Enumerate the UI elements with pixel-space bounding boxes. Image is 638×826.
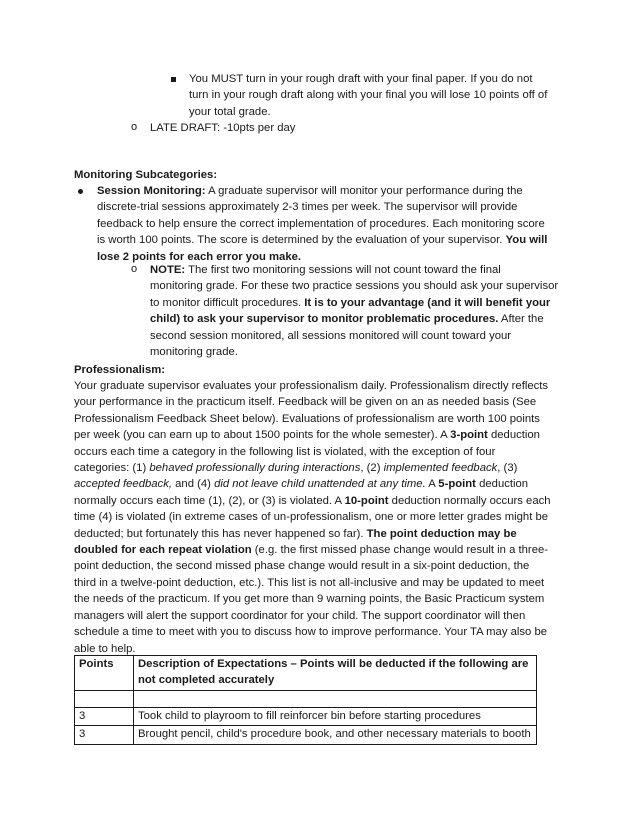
draft-must-text [189,71,569,120]
prof-italic: did not leave child unattended at any time. [214,478,426,491]
note-text: monitoring grade. For these two practice sessions you should ask your supervisor [150,280,559,293]
prof-italic: implemented feedback [383,462,498,475]
note-paragraph [150,262,570,360]
prof-line: third in a twelve-point deduction, etc.). This list is not all-inclusive and may be updated to meet [74,576,545,589]
note-text: After the [498,313,544,326]
table-row [75,726,537,745]
note-label: NOTE: [150,264,186,276]
table-row [75,690,537,707]
row-desc: Took child to playroom to fill reinforcer bin before starting procedures [134,707,537,726]
header-points-cell [75,656,134,691]
prof-emphasis: 5-point [438,478,476,491]
prof-italic: behaved professionally during interactions [149,462,361,475]
prof-line: point deduction, the second missed phase change would result in a six-point deduction, the [74,560,530,573]
row-points: 3 [75,726,134,745]
round-bullet-icon [78,189,83,194]
points-table [74,655,537,745]
header-points: Points [79,658,114,670]
session-monitoring-label: Session Monitoring: [97,185,206,197]
prof-emphasis: doubled for each repeat violation [74,544,252,557]
draft-must-line: your total grade. [189,105,271,118]
prof-text: categories: (1) [74,462,150,475]
professionalism-paragraph [74,378,564,657]
hollow-circle-bullet-icon: o [131,121,138,133]
prof-line: Your graduate supervisor evaluates your professionalism daily. Professionalism directly reflects [74,380,549,392]
row-desc: Brought pencil, child's procedure book, and other necessary materials to booth [134,726,537,745]
prof-emphasis: 3-point [450,429,488,442]
note-text: second session monitored, all sessions monitored will count toward your [150,329,512,342]
note-text: monitoring grade. [150,346,238,359]
session-text: feedback to help ensure the correct implementation of procedures. Each monitoring score [97,217,545,230]
table-row [75,707,537,726]
prof-line: your performance in the practicum itself. Feedback will be given on an as needed basis (See [74,396,537,409]
prof-text: per week (you can earn up to about 1500 points for the whole semester). A [74,429,451,442]
professionalism-heading-text: Professionalism: [74,364,166,376]
note-text: to monitor difficult procedures. [150,296,305,309]
session-text: A graduate supervisor will monitor your performance during the [205,185,523,197]
late-draft-text: LATE DRAFT: -10pts per day [150,122,296,134]
note-text: The first two monitoring sessions will not count toward the final [185,264,501,276]
prof-text: A [425,478,439,491]
session-monitoring-paragraph [97,183,557,265]
prof-text: , (2) [360,462,384,475]
table-header-row [75,656,537,691]
row-points: 3 [75,707,134,726]
prof-text: deduction [487,429,540,442]
prof-text: deducted; but fortunately this has never happened so far). [74,527,367,540]
prof-text: , (3) [497,462,518,475]
professionalism-heading [74,362,165,378]
prof-emphasis: 10-point [344,494,389,507]
prof-text: deduction [475,478,529,491]
hollow-circle-bullet-icon: o [131,263,138,275]
prof-line: occurs each time a category in the following list is violated, with the exception of four [74,445,496,458]
prof-text: normally occurs each time (1), (2), or (3) is violated. A [74,494,345,507]
prof-line: able to help. [74,642,136,655]
square-bullet-icon [171,77,176,82]
prof-line: the needs of the practicum. If you get more than 9 warning points, the Basic Practicum system [74,593,545,606]
prof-text: (e.g. the first missed phase change would result in a three- [251,544,549,557]
table-cell [75,690,134,707]
note-emphasis: It is to your advantage (and it will benefit your [304,296,551,309]
prof-text: deduction normally occurs each [388,494,551,507]
prof-line: schedule a time to meet with you to discuss how to improve performance. Your TA may also be [74,626,548,639]
session-emphasis: You will [505,234,548,247]
prof-line: time (4) is violated (in extreme cases of un-professionalism, one or more letter grades might be [74,511,549,524]
note-emphasis: child) to ask your supervisor to monitor problematic procedures. [150,313,499,326]
header-desc: Description of Expectations – Points will be deducted if the following are not completed accurately [138,658,529,686]
session-text: is worth 100 points. The score is determined by the evaluation of your supervisor. [97,234,506,247]
prof-italic: accepted feedback, [74,478,172,491]
session-emphasis: lose 2 points for each error you make. [97,250,302,263]
draft-must-line: You MUST turn in your rough draft with your final paper. If you do not [189,73,533,85]
monitoring-heading [74,167,217,183]
prof-text: and (4) [171,478,215,491]
header-desc-cell [134,656,537,691]
table-cell [134,690,537,707]
prof-line: managers will alert the support coordinator for your child. The support coordinator will then [74,609,526,622]
draft-must-line: turn in your rough draft along with your final you will lose 10 points off of [189,89,548,102]
monitoring-heading-text: Monitoring Subcategories: [74,169,218,181]
session-text: discrete-trial sessions approximately 2-3 times per week. The supervisor will provide [97,201,518,214]
prof-line: Professionalism Feedback Sheet below). Evaluations of professionalism are worth 100 points [74,412,540,425]
prof-emphasis: The point deduction may be [366,527,517,540]
